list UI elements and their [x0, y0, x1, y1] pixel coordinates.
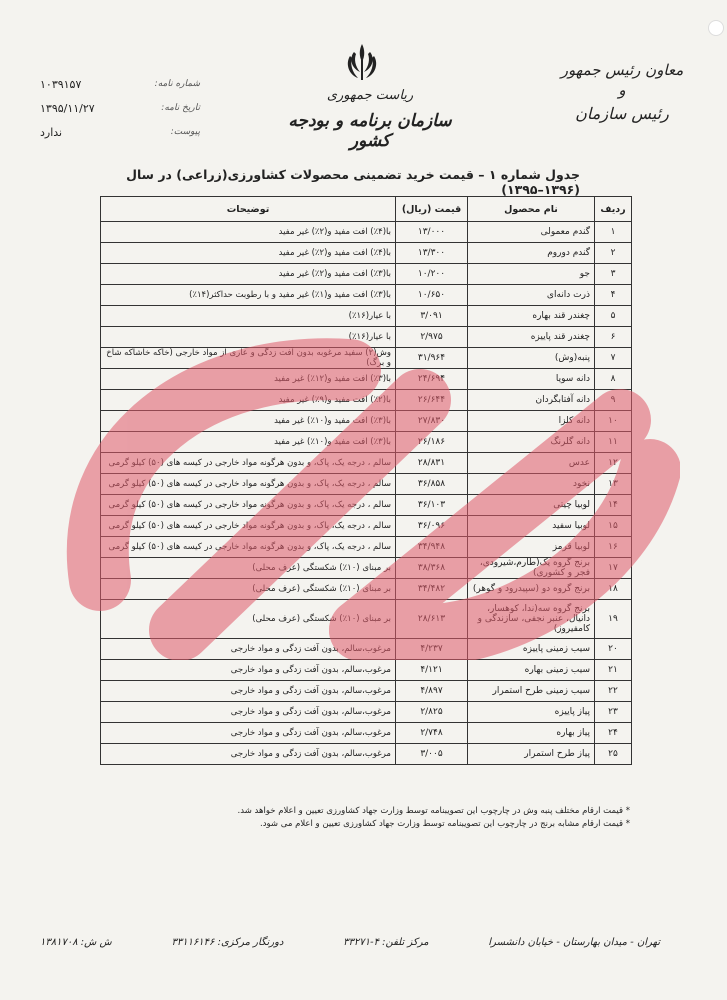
row-number: ۲۴ — [595, 723, 632, 744]
product-name: لوبیا چیتی — [468, 495, 595, 516]
price-cell: ۲۶/۱۸۶ — [396, 432, 468, 453]
description-cell: بر مبنای (۱۰٪) شکستگی (عرف محلی) — [101, 558, 396, 579]
row-number: ۲۱ — [595, 660, 632, 681]
table-body — [101, 222, 632, 765]
row-number: ۳ — [595, 264, 632, 285]
header-product-name: نام محصول — [468, 197, 595, 222]
product-name: عدس — [468, 453, 595, 474]
table-row — [101, 639, 632, 660]
product-name: پیاز بهاره — [468, 723, 595, 744]
row-number: ۱ — [595, 222, 632, 243]
letter-number-label: شماره نامه: — [154, 79, 200, 89]
table-row — [101, 495, 632, 516]
description-cell: وش(۲) سفید مرغوبه بدون آفت زدگی و عاری از مواد خارجی (خاکه خاشاکه شاخ و برگ) — [101, 348, 396, 369]
header-row-number: ردیف — [595, 197, 632, 222]
description-cell: سالم ، درجه یک، پاک، و بدون هرگونه مواد خارجی در کیسه های (۵۰) کیلو گرمی — [101, 516, 396, 537]
product-name: پیاز طرح استمرار — [468, 744, 595, 765]
table-row — [101, 474, 632, 495]
table-title: جدول شماره ۱ – قیمت خرید تضمینی محصولات کشاورزی(زراعی) در سال (۱۳۹۶–۱۳۹۵) — [126, 167, 580, 197]
table-row — [101, 264, 632, 285]
description-cell: با(۴٪) افت مفید و(۲٪) غیر مفید — [101, 243, 396, 264]
table-row — [101, 222, 632, 243]
footnote: * قیمت ارقام مشابه برنج در چارچوب این تصویبنامه توسط وزارت جهاد کشاورزی تعیین و اعلام می شود. — [260, 819, 630, 829]
row-number: ۱۰ — [595, 411, 632, 432]
table-row — [101, 453, 632, 474]
table-row — [101, 723, 632, 744]
row-number: ۲ — [595, 243, 632, 264]
product-name: چغندر قند پاییزه — [468, 327, 595, 348]
product-name: گندم دوروم — [468, 243, 595, 264]
description-cell: بر مبنای (۱۰٪) شکستگی (عرف محلی) — [101, 579, 396, 600]
table-row — [101, 306, 632, 327]
row-number: ۷ — [595, 348, 632, 369]
price-cell: ۲/۸۲۵ — [396, 702, 468, 723]
punch-hole — [708, 20, 724, 36]
product-name: لوبیا قرمز — [468, 537, 595, 558]
description-cell: مرغوب،سالم، بدون آفت زدگی و مواد خارجی — [101, 702, 396, 723]
description-cell: سالم ، درجه یک، پاک، و بدون هرگونه مواد خارجی در کیسه های (۵۰) کیلو گرمی — [101, 537, 396, 558]
description-cell: با(۳٪) افت مفید و(۱۰٪) غیر مفید — [101, 411, 396, 432]
letter-meta — [40, 72, 200, 144]
product-name: دانه گلرنگ — [468, 432, 595, 453]
footer-address: تهران - میدان بهارستان - خیابان دانشسرا — [488, 937, 660, 948]
description-cell: سالم ، درجه یک، پاک، و بدون هرگونه مواد خارجی در کیسه های (۵۰) کیلو گرمی — [101, 474, 396, 495]
footer-postal: ش ش: ۱۳۸۱۷۰۸ — [40, 937, 112, 948]
product-name: سیب زمینی پاییزه — [468, 639, 595, 660]
row-number: ۱۳ — [595, 474, 632, 495]
price-cell: ۲۴/۶۹۴ — [396, 369, 468, 390]
table-row — [101, 744, 632, 765]
price-cell: ۱۳/۰۰۰ — [396, 222, 468, 243]
row-number: ۱۱ — [595, 432, 632, 453]
table-row — [101, 660, 632, 681]
table-header-row — [101, 197, 632, 222]
table-row — [101, 681, 632, 702]
price-cell: ۱۰/۶۵۰ — [396, 285, 468, 306]
product-name: ذرت دانه‌ای — [468, 285, 595, 306]
price-cell: ۲۶/۶۴۴ — [396, 390, 468, 411]
footnote: * قیمت ارقام مختلف پنبه وش در چارچوب این تصویبنامه توسط وزارت جهاد کشاورزی تعیین و اعلام خواهد شد. — [237, 806, 630, 816]
row-number: ۱۸ — [595, 579, 632, 600]
row-number: ۲۳ — [595, 702, 632, 723]
description-cell: با(۳٪) افت مفید و(۱۲٪) غیر مفید — [101, 369, 396, 390]
sender-line-1: معاون رئیس جمهور — [560, 61, 684, 79]
price-cell: ۳۶/۰۹۶ — [396, 516, 468, 537]
letter-date-label: تاریخ نامه: — [161, 103, 200, 113]
table-row — [101, 432, 632, 453]
organization-name: سازمان برنامه و بودجه کشور — [288, 111, 452, 151]
table-row — [101, 579, 632, 600]
price-cell: ۲۸/۸۳۱ — [396, 453, 468, 474]
product-name: گندم معمولی — [468, 222, 595, 243]
product-name: سیب زمینی بهاره — [468, 660, 595, 681]
price-cell: ۳۴/۴۸۲ — [396, 579, 468, 600]
description-cell: مرغوب،سالم، بدون آفت زدگی و مواد خارجی — [101, 681, 396, 702]
description-cell: مرغوب،سالم، بدون آفت زدگی و مواد خارجی — [101, 723, 396, 744]
price-cell: ۱۳/۳۰۰ — [396, 243, 468, 264]
price-cell: ۲/۹۷۵ — [396, 327, 468, 348]
table-row — [101, 369, 632, 390]
product-name: لوبیا سفید — [468, 516, 595, 537]
product-name: دانه آفتابگردان — [468, 390, 595, 411]
product-name: دانه سویا — [468, 369, 595, 390]
price-cell: ۳۴/۹۴۸ — [396, 537, 468, 558]
table-row — [101, 285, 632, 306]
header-description: توضیحات — [101, 197, 396, 222]
description-cell: مرغوب،سالم، بدون آفت زدگی و مواد خارجی — [101, 660, 396, 681]
price-cell: ۳۶/۱۰۳ — [396, 495, 468, 516]
footer-fax: دورنگار مرکزی: ۳۳۱۱۶۱۴۶ — [171, 937, 284, 948]
description-cell: با(۳٪) افت مفید و(۱٪) غیر مفید و با رطوبت حداکثر(۱۴٪) — [101, 285, 396, 306]
table-row — [101, 243, 632, 264]
product-name: برنج گروه دو (سپیدرود و گوهر) — [468, 579, 595, 600]
description-cell: مرغوب،سالم، بدون آفت زدگی و مواد خارجی — [101, 639, 396, 660]
price-cell: ۳۸/۳۶۸ — [396, 558, 468, 579]
row-number: ۱۶ — [595, 537, 632, 558]
table-row — [101, 558, 632, 579]
description-cell: سالم ، درجه یک، پاک، و بدون هرگونه مواد خارجی در کیسه های (۵۰) کیلو گرمی — [101, 453, 396, 474]
row-number: ۲۲ — [595, 681, 632, 702]
row-number: ۵ — [595, 306, 632, 327]
description-cell: سالم ، درجه یک، پاک، و بدون هرگونه مواد خارجی در کیسه های (۵۰) کیلو گرمی — [101, 495, 396, 516]
description-cell: بر مبنای (۱۰٪) شکستگی (عرف محلی) — [101, 600, 396, 639]
price-cell: ۳۶/۸۵۸ — [396, 474, 468, 495]
description-cell: با عیار(۱۶٪) — [101, 327, 396, 348]
price-cell: ۲۸/۶۱۳ — [396, 600, 468, 639]
row-number: ۱۷ — [595, 558, 632, 579]
product-name: سیب زمینی طرح استمرار — [468, 681, 595, 702]
price-cell: ۳۱/۹۶۴ — [396, 348, 468, 369]
letter-number: ۱۰۳۹۱۵۷ — [40, 77, 82, 91]
table-row — [101, 702, 632, 723]
price-cell: ۴/۲۳۷ — [396, 639, 468, 660]
table-row — [101, 348, 632, 369]
footer-phone: مرکز تلفن: ۴-۳۳۲۷۱ — [343, 937, 429, 948]
letterhead-footer — [40, 937, 660, 948]
description-cell: با عیار(۱۶٪) — [101, 306, 396, 327]
row-number: ۹ — [595, 390, 632, 411]
row-number: ۱۲ — [595, 453, 632, 474]
table-row — [101, 537, 632, 558]
product-name: دانه کلزا — [468, 411, 595, 432]
table-row — [101, 600, 632, 639]
product-name: برنج گروه سه(ندا، کوهسار، دانیال، عنبر نجفی، سازندگی و کامفیروز) — [468, 600, 595, 639]
price-cell: ۲۷/۸۳۰ — [396, 411, 468, 432]
row-number: ۲۰ — [595, 639, 632, 660]
row-number: ۱۴ — [595, 495, 632, 516]
attachment-label: پیوست: — [170, 127, 200, 137]
table-row — [101, 327, 632, 348]
product-name: پنبه(وش) — [468, 348, 595, 369]
price-cell: ۴/۱۲۱ — [396, 660, 468, 681]
table-row — [101, 390, 632, 411]
price-cell: ۱۰/۲۰۰ — [396, 264, 468, 285]
header-price: قیمت (ریال) — [396, 197, 468, 222]
attachment-value: ندارد — [40, 125, 63, 139]
description-cell: مرغوب،سالم، بدون آفت زدگی و مواد خارجی — [101, 744, 396, 765]
product-name: نخود — [468, 474, 595, 495]
description-cell: با(۳٪) افت مفید و(۲٪) غیر مفید — [101, 264, 396, 285]
description-cell: با(۴٪) افت مفید و(۲٪) غیر مفید — [101, 222, 396, 243]
letter-date: ۱۳۹۵/۱۱/۲۷ — [40, 101, 95, 115]
sender-title — [547, 60, 697, 124]
row-number: ۴ — [595, 285, 632, 306]
row-number: ۱۵ — [595, 516, 632, 537]
price-table — [100, 196, 632, 765]
footnotes — [230, 805, 630, 831]
row-number: ۶ — [595, 327, 632, 348]
product-name: برنج گروه یک(طارم،شیرودی، فجر و کشوری) — [468, 558, 595, 579]
product-name: پیاز پاییزه — [468, 702, 595, 723]
product-name: چغندر قند بهاره — [468, 306, 595, 327]
description-cell: با(۲٪) افت مفید و(۹٪) غیر مفید — [101, 390, 396, 411]
table-row — [101, 516, 632, 537]
sender-line-2: و — [618, 81, 626, 99]
row-number: ۸ — [595, 369, 632, 390]
row-number: ۲۵ — [595, 744, 632, 765]
description-cell: با(۳٪) افت مفید و(۱۰٪) غیر مفید — [101, 432, 396, 453]
table-row — [101, 411, 632, 432]
price-cell: ۳/۰۰۵ — [396, 744, 468, 765]
presidency-label: ریاست جمهوری — [326, 88, 414, 103]
product-name: جو — [468, 264, 595, 285]
price-cell: ۳/۰۹۱ — [396, 306, 468, 327]
sender-line-3: رئیس سازمان — [575, 104, 669, 123]
row-number: ۱۹ — [595, 600, 632, 639]
price-cell: ۲/۷۴۸ — [396, 723, 468, 744]
price-cell: ۴/۸۹۷ — [396, 681, 468, 702]
organization-header — [270, 88, 470, 151]
iran-emblem-icon — [345, 42, 379, 82]
